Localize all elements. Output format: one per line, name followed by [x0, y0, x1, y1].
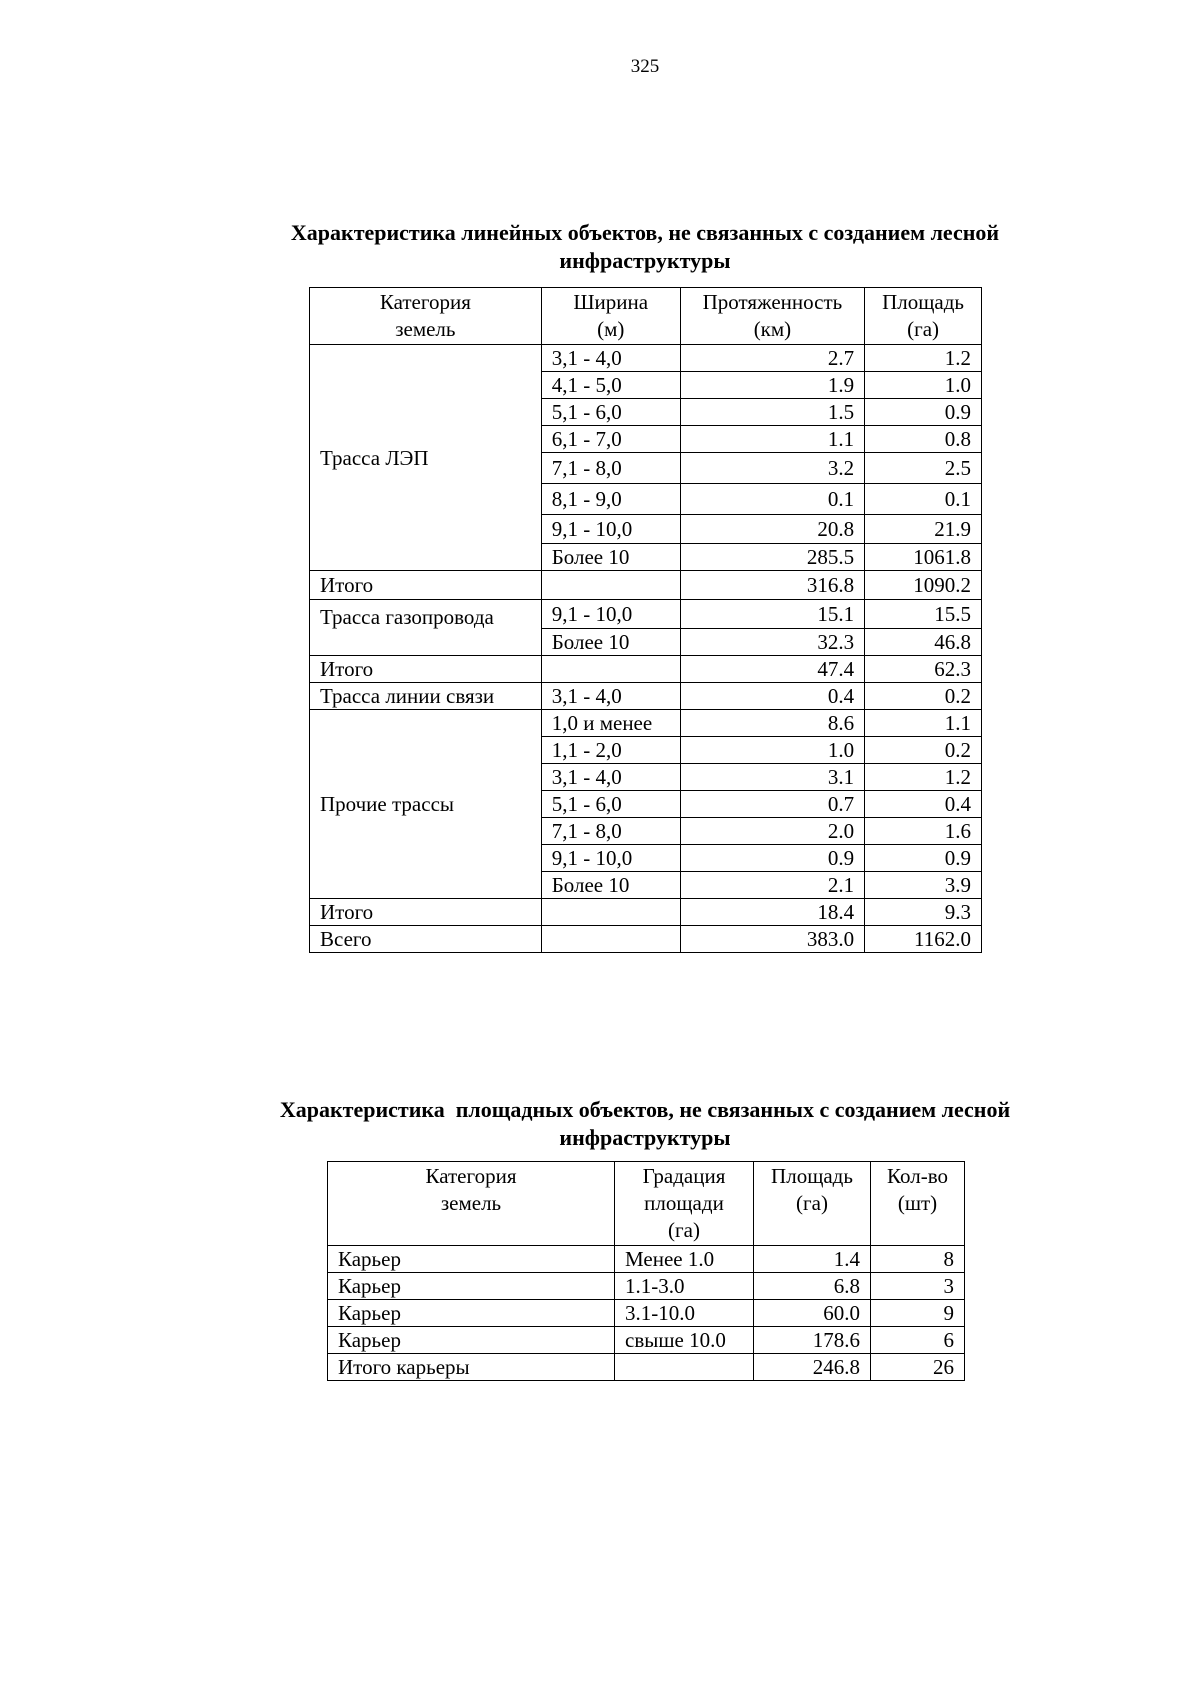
length-cell: 15.1 — [680, 600, 864, 629]
area-cell: 0.9 — [865, 399, 982, 426]
width-cell: 3,1 - 4,0 — [541, 345, 680, 372]
category-cell: Трасса газопровода — [310, 600, 542, 656]
width-cell: 9,1 - 10,0 — [541, 845, 680, 872]
area-objects-table — [327, 1161, 965, 1381]
table-row — [310, 710, 982, 737]
length-cell: 1.1 — [680, 426, 864, 453]
count-cell: 8 — [871, 1246, 965, 1273]
category-cell: Трасса линии связи — [310, 683, 542, 710]
length-cell: 316.8 — [680, 571, 864, 600]
table2-header-row — [328, 1162, 965, 1246]
area-cell: 21.9 — [865, 515, 982, 544]
width-cell: 5,1 - 6,0 — [541, 399, 680, 426]
width-cell: 3,1 - 4,0 — [541, 683, 680, 710]
empty-cell — [541, 926, 680, 953]
length-cell: 3.2 — [680, 453, 864, 484]
table-row — [328, 1300, 965, 1327]
width-cell: 6,1 - 7,0 — [541, 426, 680, 453]
total-row — [328, 1354, 965, 1381]
category-cell: Прочие трассы — [310, 710, 542, 899]
subtotal-row — [310, 571, 982, 600]
table1-title-line1: Характеристика линейных объектов, не связанных с созданием лесной — [290, 220, 1000, 245]
length-cell: 1.9 — [680, 372, 864, 399]
width-cell: Более 10 — [541, 629, 680, 656]
header-width: Ширина (м) — [541, 288, 680, 345]
header-category: Категория земель — [310, 288, 542, 345]
gradation-cell: 1.1-3.0 — [615, 1273, 754, 1300]
area-cell: 2.5 — [865, 453, 982, 484]
header-area: Площадь (га) — [754, 1162, 871, 1246]
area-cell: 1061.8 — [865, 544, 982, 571]
grand-total-label: Всего — [310, 926, 542, 953]
table-row — [328, 1246, 965, 1273]
length-cell: 1.5 — [680, 399, 864, 426]
empty-cell — [541, 899, 680, 926]
table1-title-line2: инфраструктуры — [559, 248, 731, 273]
table-row — [328, 1273, 965, 1300]
area-cell: 1.4 — [754, 1246, 871, 1273]
area-cell: 0.2 — [865, 737, 982, 764]
length-cell: 3.1 — [680, 764, 864, 791]
length-cell: 2.7 — [680, 345, 864, 372]
length-cell: 0.1 — [680, 484, 864, 515]
header-category: Категория земель — [328, 1162, 615, 1246]
header-count: Кол-во (шт) — [871, 1162, 965, 1246]
width-cell: 4,1 - 5,0 — [541, 372, 680, 399]
header-area: Площадь (га) — [865, 288, 982, 345]
width-cell: Более 10 — [541, 544, 680, 571]
width-cell: 8,1 - 9,0 — [541, 484, 680, 515]
width-cell: 1,0 и менее — [541, 710, 680, 737]
area-cell: 3.9 — [865, 872, 982, 899]
table-row — [328, 1327, 965, 1354]
area-cell: 1162.0 — [865, 926, 982, 953]
area-cell: 15.5 — [865, 600, 982, 629]
area-cell: 60.0 — [754, 1300, 871, 1327]
area-cell: 46.8 — [865, 629, 982, 656]
header-length: Протяженность (км) — [680, 288, 864, 345]
table-row — [310, 683, 982, 710]
subtotal-label: Итого — [310, 571, 542, 600]
area-cell: 178.6 — [754, 1327, 871, 1354]
subtotal-label: Итого — [310, 656, 542, 683]
category-cell: Карьер — [328, 1246, 615, 1273]
gradation-cell — [615, 1354, 754, 1381]
empty-cell — [541, 571, 680, 600]
area-cell: 1.6 — [865, 818, 982, 845]
table2-title-line1: Характеристика площадных объектов, не связанных с созданием лесной — [279, 1097, 1011, 1122]
table-row — [310, 345, 982, 372]
length-cell: 1.0 — [680, 737, 864, 764]
area-cell: 0.1 — [865, 484, 982, 515]
area-cell: 1.1 — [865, 710, 982, 737]
header-gradation: Градация площади (га) — [615, 1162, 754, 1246]
gradation-cell: 3.1-10.0 — [615, 1300, 754, 1327]
width-cell: 9,1 - 10,0 — [541, 600, 680, 629]
table1-title — [0, 219, 1200, 275]
length-cell: 383.0 — [680, 926, 864, 953]
area-cell: 9.3 — [865, 899, 982, 926]
count-cell: 3 — [871, 1273, 965, 1300]
width-cell: 9,1 - 10,0 — [541, 515, 680, 544]
table-row — [310, 600, 982, 629]
width-cell: 5,1 - 6,0 — [541, 791, 680, 818]
area-cell: 0.4 — [865, 791, 982, 818]
linear-objects-table — [309, 287, 982, 953]
subtotal-row — [310, 899, 982, 926]
category-cell: Карьер — [328, 1327, 615, 1354]
area-cell: 1090.2 — [865, 571, 982, 600]
width-cell: Более 10 — [541, 872, 680, 899]
length-cell: 18.4 — [680, 899, 864, 926]
length-cell: 20.8 — [680, 515, 864, 544]
subtotal-label: Итого — [310, 899, 542, 926]
table2-title-line2: инфраструктуры — [559, 1125, 731, 1150]
length-cell: 8.6 — [680, 710, 864, 737]
count-cell: 9 — [871, 1300, 965, 1327]
area-cell: 1.2 — [865, 764, 982, 791]
length-cell: 0.9 — [680, 845, 864, 872]
area-cell: 0.9 — [865, 845, 982, 872]
area-cell: 0.8 — [865, 426, 982, 453]
width-cell: 7,1 - 8,0 — [541, 453, 680, 484]
length-cell: 2.1 — [680, 872, 864, 899]
category-cell: Карьер — [328, 1300, 615, 1327]
length-cell: 0.7 — [680, 791, 864, 818]
table2-title — [0, 1096, 1200, 1152]
page-number: 325 — [630, 56, 660, 77]
empty-cell — [541, 656, 680, 683]
area-cell: 0.2 — [865, 683, 982, 710]
category-cell: Трасса ЛЭП — [310, 345, 542, 571]
area-cell: 246.8 — [754, 1354, 871, 1381]
gradation-cell: свыше 10.0 — [615, 1327, 754, 1354]
length-cell: 285.5 — [680, 544, 864, 571]
width-cell: 3,1 - 4,0 — [541, 764, 680, 791]
width-cell: 7,1 - 8,0 — [541, 818, 680, 845]
table1-header-row — [310, 288, 982, 345]
count-cell: 26 — [871, 1354, 965, 1381]
length-cell: 0.4 — [680, 683, 864, 710]
area-cell: 62.3 — [865, 656, 982, 683]
category-cell: Карьер — [328, 1273, 615, 1300]
total-label: Итого карьеры — [328, 1354, 615, 1381]
area-cell: 1.2 — [865, 345, 982, 372]
subtotal-row — [310, 656, 982, 683]
gradation-cell: Менее 1.0 — [615, 1246, 754, 1273]
grand-total-row — [310, 926, 982, 953]
area-cell: 1.0 — [865, 372, 982, 399]
length-cell: 47.4 — [680, 656, 864, 683]
length-cell: 32.3 — [680, 629, 864, 656]
width-cell: 1,1 - 2,0 — [541, 737, 680, 764]
area-cell: 6.8 — [754, 1273, 871, 1300]
length-cell: 2.0 — [680, 818, 864, 845]
count-cell: 6 — [871, 1327, 965, 1354]
